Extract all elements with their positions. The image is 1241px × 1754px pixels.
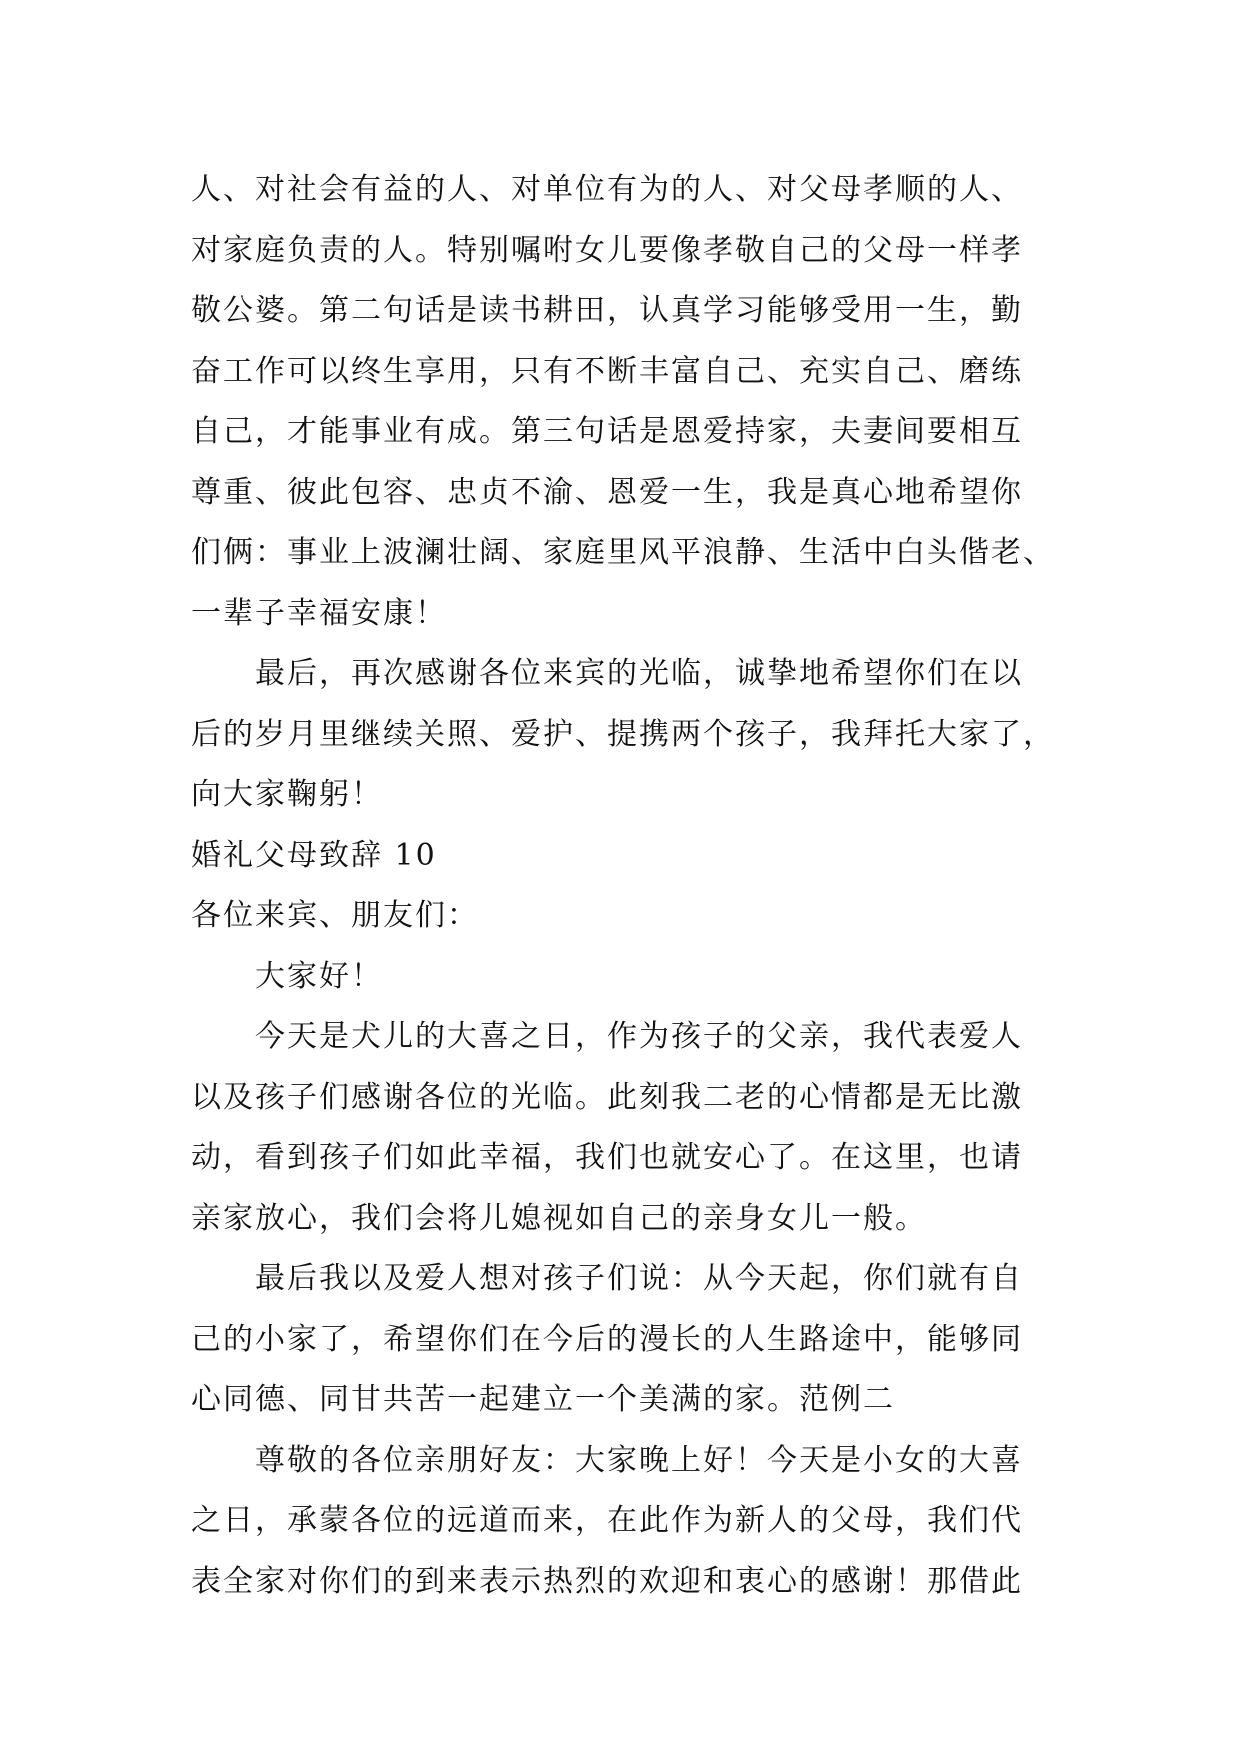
text-line: 己的小家了，希望你们在今后的漫长的人生路途中，能够同 bbox=[191, 1321, 1023, 1357]
text-line: 敬公婆。第二句话是读书耕田，认真学习能够受用一生，勤 bbox=[191, 293, 1023, 328]
text-line: 奋工作可以终生享用，只有不断丰富自己、充实自己、磨练 bbox=[191, 353, 1023, 389]
text-line: 动，看到孩子们如此幸福，我们也就安心了。在这里，也请 bbox=[191, 1140, 1023, 1175]
text-line: 一辈子幸福安康！ bbox=[191, 595, 447, 631]
text-line: 之日，承蒙各位的远道而来，在此作为新人的父母，我们代 bbox=[191, 1503, 1023, 1538]
text-line: 人、对社会有益的人、对单位有为的人、对父母孝顺的人、 bbox=[191, 172, 1023, 207]
paragraph-start-line: 今天是犬儿的大喜之日，作为孩子的父亲，我代表爱人 bbox=[255, 1019, 1023, 1054]
text-line: 们俩：事业上波澜壮阔、家庭里风平浪静、生活中白头偕老、 bbox=[191, 535, 1055, 570]
text-line: 对家庭负责的人。特别嘱咐女儿要像孝敬自己的父母一样孝 bbox=[191, 232, 1023, 268]
text-line: 尊重、彼此包容、忠贞不渝、恩爱一生，我是真心地希望你 bbox=[191, 474, 1023, 510]
text-line: 自己，才能事业有成。第三句话是恩爱持家，夫妻间要相互 bbox=[191, 414, 1023, 449]
text-line: 向大家鞠躬！ bbox=[191, 777, 383, 812]
text-line: 心同德、同甘共苦一起建立一个美满的家。范例二 bbox=[191, 1382, 895, 1417]
text-line: 亲家放心，我们会将儿媳视如自己的亲身女儿一般。 bbox=[191, 1200, 927, 1236]
salutation: 各位来宾、朋友们： bbox=[191, 898, 479, 933]
section-title: 婚礼父母致辞 10 bbox=[191, 837, 437, 873]
greeting: 大家好！ bbox=[255, 958, 383, 994]
paragraph-start-line: 最后我以及爱人想对孩子们说：从今天起，你们就有自 bbox=[255, 1261, 1023, 1296]
text-line: 表全家对你们的到来表示热烈的欢迎和衷心的感谢！那借此 bbox=[191, 1563, 1023, 1599]
paragraph-start-line: 尊敬的各位亲朋好友：大家晚上好！今天是小女的大喜 bbox=[255, 1442, 1023, 1478]
text-line: 以及孩子们感谢各位的光临。此刻我二老的心情都是无比激 bbox=[191, 1079, 1023, 1115]
text-line: 后的岁月里继续关照、爱护、提携两个孩子，我拜托大家了， bbox=[191, 716, 1055, 752]
paragraph-start-line: 最后，再次感谢各位来宾的光临，诚挚地希望你们在以 bbox=[255, 656, 1023, 691]
document-body bbox=[191, 160, 1055, 1612]
